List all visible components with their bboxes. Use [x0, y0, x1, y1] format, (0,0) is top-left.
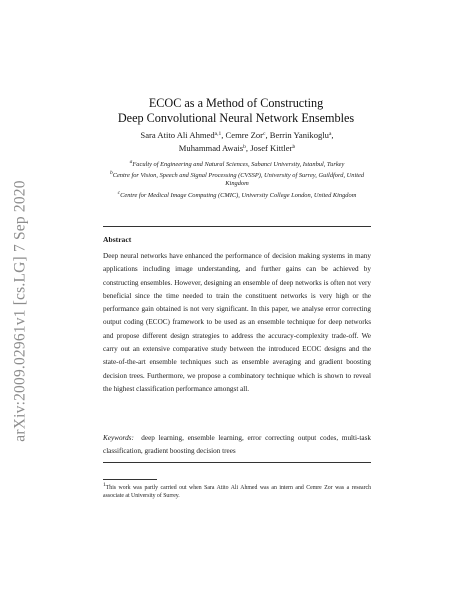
abstract-heading: Abstract [103, 235, 132, 244]
paper-title [100, 96, 372, 126]
title-line-1: ECOC as a Method of Constructing [148, 96, 324, 110]
affiliation-mark: a [129, 159, 133, 165]
author-name: Berrin Yanikoglu [269, 130, 329, 140]
affiliation-text: Centre for Medical Image Computing (CMIC), University College London, United Kingdom [120, 191, 357, 199]
title-line-2: Deep Convolutional Neural Network Ensembles [117, 111, 355, 125]
footnote [103, 481, 371, 500]
author-affiliation-mark: b [292, 143, 296, 150]
footnote-text: This work was partly carried out when Sara Atito Ali Ahmed was an intern and Cemre Zor was a research associate at University of Surrey. [103, 485, 371, 499]
affiliation [104, 169, 370, 188]
affiliation-text: Faculty of Engineering and Natural Sciences, Sabanci University, Istanbul, Turkey [132, 161, 345, 168]
abstract-bottom-rule [103, 462, 371, 463]
arxiv-identifier-stamp [8, 146, 34, 476]
author-separator: , [245, 142, 251, 153]
keywords-text: deep learning, ensemble learning, error correcting output codes, multi-task classification, gradient boosting decision trees [103, 434, 371, 456]
affiliation-text: Centre for Vision, Speech and Signal Processing (CVSSP), University of Surrey, Guildford, United Kingdom [112, 172, 365, 188]
abstract-body: Deep neural networks have enhanced the performance of decision making systems in many applications including image understanding, and further gains can be achieved by constructing ensembles. However, designing an ensemble of deep networks is often not very beneficial since the time needed to train the constituent networks is very high or the performance gain obtained is not very significant. In this paper, we analyse error correcting output coding (ECOC) framework to be used as an ensemble technique for deep networks and propose different design strategies to address the accuracy-complexity trade-off. We carry out an extensive comparative study between the introduced ECOC designs and the state-of-the-art ensemble techniques such as ensemble averaging and gradient boosting decision trees. Furthermore, we propose a combinatory technique which is shown to reveal the highest classification performance amongst all. [103, 252, 371, 393]
author-list [104, 129, 370, 154]
author-separator: , [221, 130, 226, 140]
author-affiliation-mark: a [328, 131, 332, 137]
author-separator: , [331, 130, 334, 140]
author-name: Cemre Zor [225, 130, 264, 140]
affiliation [104, 158, 370, 169]
author-affiliation-mark: a,1 [214, 131, 222, 137]
footnote-rule [103, 479, 157, 480]
affiliation [104, 189, 370, 200]
affiliation-mark: c [117, 189, 121, 196]
author [270, 130, 334, 140]
keywords [103, 432, 371, 459]
affiliation-list [104, 158, 370, 200]
author-separator: , [265, 130, 270, 140]
author [250, 143, 295, 153]
affiliation-mark: b [109, 170, 113, 177]
author-affiliation-mark: c [263, 131, 266, 137]
author [140, 130, 225, 140]
author-name: Josef Kittler [250, 142, 293, 153]
footnote-mark: 1 [103, 482, 106, 488]
author [226, 130, 270, 140]
author-name: Sara Atito Ali Ahmed [140, 130, 215, 140]
arxiv-identifier: arXiv:2009.02961v1 [cs.LG] 7 Sep 2020 [12, 180, 29, 442]
keywords-label: Keywords: [103, 434, 134, 442]
author-name: Muhammad Awais [178, 142, 244, 153]
abstract-top-rule [103, 226, 371, 227]
author [179, 143, 250, 153]
author-affiliation-mark: b [243, 143, 246, 150]
